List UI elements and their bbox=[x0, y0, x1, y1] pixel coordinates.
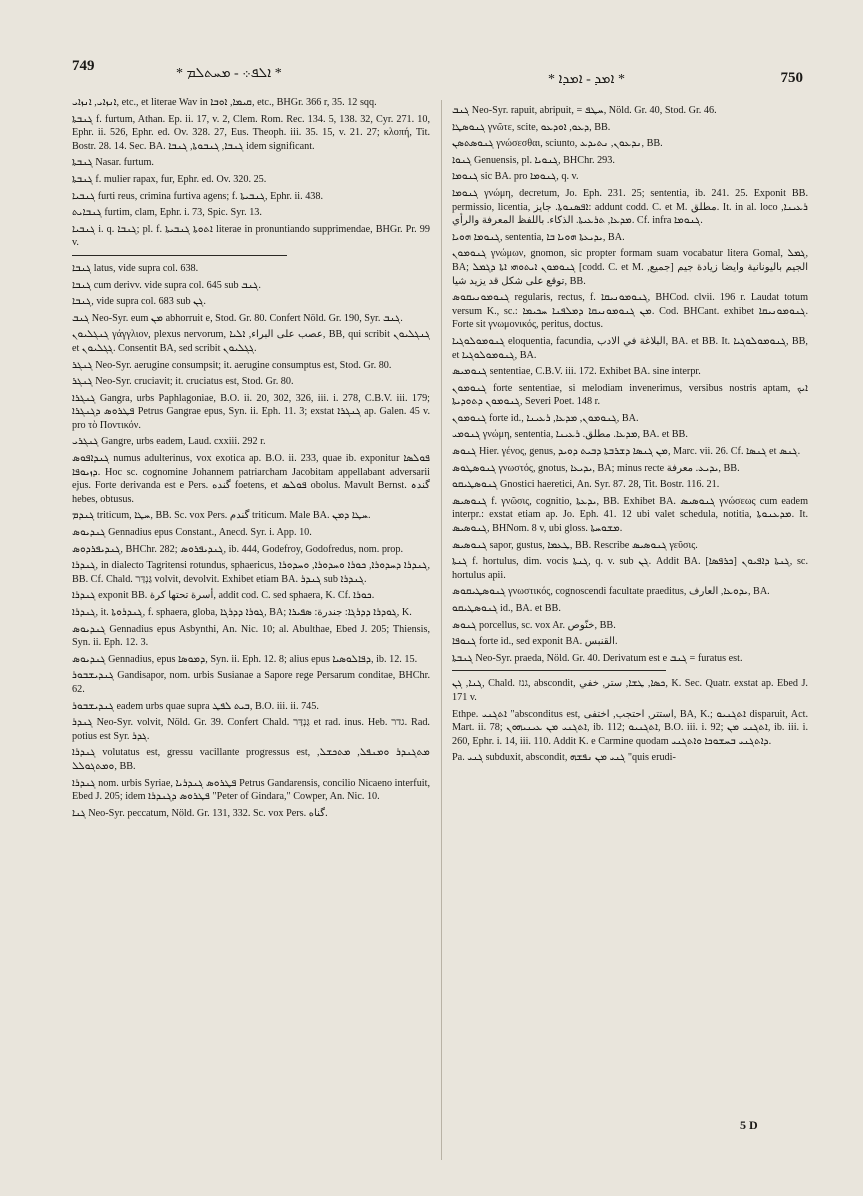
dictionary-entry: ܓܢܘܣܝܣ f. γνῶσις, cognitio, ܝܕܥܬܐ, BB. Exhibet BA. ܓܢܘܣܝܣ γνώσεως cum eadem interpr.: exstat etiam ap. Jo. Eph. 41. 12 ubi valet schedula, notitia, ܡܕܥܢܘܬܐ. It. ܓܢܘܣܝܣ, BHNom. 8 v, ubi gloss. ܡܫܘܚܬܐ. bbox=[452, 495, 808, 535]
dictionary-entry: ܐܢܙܐܝ, ܐܢܙܐܝ, etc., et literae Wav in ܩܝܡܐ, ܐܘܒܐ, etc., BHGr. 366 r, 35. 12 sqq. bbox=[72, 97, 377, 108]
dictionary-entry: ܓܢܕܡ triticum, ܚܛܐ, BB. Sc. vox Pers. گندم triticum. Male BA. ܚܛܐ ܕܡܢ. bbox=[72, 510, 371, 522]
dictionary-entry: ܓܢܕܝܘܣ Gennadius epus Asbynthi, An. Nic. 10; al. Abulthae, Ebed J. 205; Thiensis, Syn. ii. Eph. 12. 3. bbox=[72, 623, 430, 649]
dictionary-entry: ܓܢܓܪ Neo-Syr. aerugine consumpsit; it. aerugine consumptus est, Stod. Gr. 80. bbox=[72, 359, 392, 371]
dictionary-entry: ܓܢܘܡܘܢܝܩܘܣ regularis, rectus, f. ܓܢܘܡܘܢܝܩܐ, BHCod. clvii. 196 r. Laudat totum versum K., sc.: ܡܢ ܓܢܘܡܘܢܝܩܐ ܕܡܠܦܢܐ ܚܟܝܡܐ. Cod. BHCant. exhibet ܓܢܘܡܘܢܝܩܐ. Forte sit γνωμονικός, peritus, doctus. bbox=[452, 292, 808, 331]
dictionary-entry: ܓܢܘܡܝܣ sententiae, C.B.V. iii. 172. Exhibet BA. sine interpr. bbox=[452, 366, 701, 378]
dictionary-entry: ܓܢܘܣܛܐ γνῶτε, scite, ܕܥܘ, ܐܘܕܥܘ, BB. bbox=[452, 121, 611, 133]
dictionary-entry: ܓܢܘܡܐ ܗܘܝܐ, sententia, ܝܕܝܥܬܐ ܗܘܝܐ ܒܐ, BA. bbox=[452, 231, 625, 243]
dictionary-entry: ܓܢܘܡܘܢ forte sententiae, si melodiam invenerimus, versibus nostris aptam, ܐܝܟ ܓܢܘܡܘܢ ܕܬܘܕܝܬܐ, Severi Poet. 148 r. bbox=[452, 382, 808, 408]
dictionary-entry: ܓܢܘܣܛܝܩܘ Gnostici haeretici, An. Syr. 87. 28, Tit. Bostr. 116. 21. bbox=[452, 479, 720, 491]
dictionary-entry: ܓܢܕܪܐ, it. ܓܢܕܪܘܬܐ, f. sphaera, globa, ܓܘܪܐ ܕܕܪܓܐ, BA; ܓܘܕܪܐ ܕܕܪܓܐ: جندرة: ܣܦܝܪܐ, K. bbox=[72, 607, 412, 618]
dictionary-entry: ܓܢܒܬܐ f. mulier rapax, fur, Ephr. ed. Ov. 320. 25. bbox=[72, 173, 267, 185]
dictionary-entry: ܓܢܕܝܘܣ Gennadius, epus ܕܡܘܣܐ, Syn. ii. Eph. 12. 8; alius epus ܕܦܐܠܘܣܝܐ, ib. 12. 15. bbox=[72, 653, 418, 665]
dictionary-entry: ܓܢܒ Neo-Syr. rapuit, abripuit, = ܚܛܦ, Nöld. Gr. 40, Stod. Gr. 46. bbox=[452, 105, 717, 116]
dictionary-entry: ܓܢܘܦܐ forte id., sed exponit BA. القنبس. bbox=[452, 636, 618, 648]
dictionary-entry: ܓܢܒܬܐ Neo-Syr. praeda, Nöld. Gr. 40. Derivatum est e ܓܢܒ = furatus est. bbox=[452, 652, 743, 664]
left-column bbox=[72, 96, 430, 823]
dictionary-entry: ܓܢܒܐ latus, vide supra col. 638. bbox=[72, 262, 199, 274]
column-divider bbox=[441, 100, 442, 1160]
dictionary-entry: ܓܢܘܣ Hier. γένος, genus, ܡܢ ܓܢܣܐ ܕܫܪܒܬܐ ܕܒܝܬ ܕܘܝܕ, Marc. vii. 26. Cf. ܓܢܣܐ et ܓܢܣ. bbox=[452, 446, 801, 458]
signature-mark: 5 D bbox=[740, 1118, 758, 1132]
dictionary-entry: ܓܢܘܡܘܢ forte id., ܓܢܘܡܘܢ, ܡܕܥܐ, ܪܥܝܢܐ, BA. bbox=[452, 412, 639, 424]
section-divider bbox=[72, 255, 287, 256]
dictionary-entry: ܓܢܕܝܫܒܘܪ eadem urbs quae supra ܒܝܬ ܠܦܛ, B.O. iii. ii. 745. bbox=[72, 700, 319, 712]
dictionary-entry: ܓܢܘܡܐ sic BA. pro ܓܢܘܡܐ, q. v. bbox=[452, 171, 579, 183]
dictionary-entry: ܓܢܕܪܐ nom. urbis Syriae, ܦܛܪܘܣ ܓܢܕܪܝܐ Petrus Gandarensis, concilio Nicaeno interfuit, Ebed J. 205; idem ܦܛܪܘܣ ܕܓܢܕܪܐ "Peter of Gindara," Cowper, An. Nic. 10. bbox=[72, 777, 430, 803]
dictionary-entry: ܓܢܒܝܐ furti reus, crimina furtiva agens; f. ܓܢܒܝܬܐ, Ephr. ii. 438. bbox=[72, 190, 324, 202]
dictionary-entry: ܓܢܐ, ܓܢ, Chald. גנז, abscondit, ܟܣܐ, ܛܫܐ, ستر, خفي, K. Sec. Quatr. exstat ap. Ebed J. 171 v. bbox=[452, 678, 808, 703]
section-divider bbox=[452, 670, 666, 671]
dictionary-entry: ܓܢܕܪܐ, in dialecto Tagritensi rotundus, sphaericus, ܓܢܕܪܐ ܕܚܕܘܪܐ, ܟܘܪܐ ܘܚܕܘܪܐ, ܘܚܕܘܪܐ, BB. Cf. Chald. גַּנְדַּר volvit, devolvit. Exhibet etiam BA. ܓܢܕܪ sub ܓܢܕܪܐ. bbox=[72, 560, 430, 585]
dictionary-entry: ܓܢܕܪ Neo-Syr. volvit, Nöld. Gr. 39. Confert Chald. גַּנְדַּר et rad. inus. Heb. גדר. Rad. potius est Syr. ܓܕܪ. bbox=[72, 717, 430, 742]
dictionary-entry: ܓܢܕܝܦܪܕܘܣ, BHChr. 282; ܓܢܕܝܦܪܘܣ, ib. 444, Godefroy, Godofredus, nom. prop. bbox=[72, 543, 404, 555]
dictionary-entry: ܓܢܬܐ f. hortulus, dim. vocis ܓܢܬܐ, q. v. sub ܓܢ. Addit BA. ܓܢܬܐ ܕܐܦܝܘܢ [ܟܪܦܣܐ], sc. hortulus apii. bbox=[452, 556, 808, 581]
dictionary-entry: ܓܢܕܝܘܣ Gennadius epus Constant., Anecd. Syr. i. App. 10. bbox=[72, 527, 312, 539]
dictionary-entry: ܓܢܓܪܝ Gangre, urbs eadem, Laud. cxxiii. 292 r. bbox=[72, 436, 266, 448]
dictionary-entry: Pa. ܓܢܝ subduxit, abscondit, ܓܢܝ ܡܢ ܢܦܫܗ "quis erudi- bbox=[452, 752, 676, 764]
dictionary-entry: ܓܢܐ Neo-Syr. peccatum, Nöld. Gr. 131, 332. Sc. vox Pers. گناه. bbox=[72, 807, 328, 819]
right-page-number: 750 bbox=[780, 70, 803, 86]
dictionary-entry: ܓܢܘܣܛܝܩܘܣ γνωστικός, cognoscendi facultate praeditus, ܝܕܘܥܐ, العارف, BA. bbox=[452, 586, 770, 598]
dictionary-entry: ܓܢܕܪܐ volutatus est, gressu vacillante progressus est, ܡܬܓܢܕܪ ܘܡܢܦܠ, ܡܬܟܫܠ, ܘܡܬܓܘܠܠ, BB. bbox=[72, 747, 430, 772]
dictionary-entry: ܓܢܓܠܝܘܢ γάγγλιον, plexus nervorum, عصب على البراء, ܐܠܝܐ, BB, qui scribit ܓܢܓܠܝܘܢ et ܓܓܠܝܘܢ. Consentit BA, sed scribit ܓܓܠܝܘܢ. bbox=[72, 329, 430, 354]
dictionary-entry: Ethpe. ܐܬܓܢܝ "absconditus est, استتر, احتجب, اختفى, BA, K.; ܐܬܓܢܝܘ disparuit, Act. Mart. ii. 78; ܐܬܓܢܝ ܡܢ ܥܝܢܝܗܘܢ, ib. 112; ܐܬܓܢܝܘ, B.O. iii. i. 92; ܐܬܓܢܝ ܡܢ, ib. iii. i. 260, Ephr. i. 14, iii. 110. Addit K. e Carmine quodam ܕܐܬܓܢܝ ܒܚܫܘܟܐ ܘܐܬܓܢܝ. bbox=[452, 708, 809, 747]
left-page-number: 749 bbox=[72, 58, 95, 74]
dictionary-entry: ܓܢܒܬܐ f. furtum, Athan. Ep. ii. 17, v. 2, Clem. Rom. Rec. 134. 5, 138. 32, Cyr. 271. 10, Ephr. ii. 526, Ephr. ed. Ov. 328. 27, Eus. Theoph. iii. 35. 15, v. 21. 27; κλοπή, Tit. Bostr. 28. 14. Sec. BA. ܓܢܒܐ, ܓܢܒܘܬܐ, ܓܢܒܐ idem significant. bbox=[72, 113, 430, 152]
dictionary-entry: ܓܢܒܐ cum derivv. vide supra col. 645 sub ܓܢܒ. bbox=[72, 279, 261, 291]
dictionary-entry: ܓܢܓܪ Neo-Syr. cruciavit; it. cruciatus est, Stod. Gr. 80. bbox=[72, 376, 294, 388]
dictionary-entry: ܓܢܕܐܦܘܣ numus adulterinus, vox exotica ap. B.O. ii. 233, quae ib. exponitur ܦܘܠܣܐ ܕܙܝܘܦܐ. Hoc sc. cognomine Johannem patriarcham Jacobitam appellabant adversarii ejus. Forte derivanda est e Pers. گنده foetens, et ܦܘܠܣ obolus. Mavult Bernst. گندہ hebes, obtusus. bbox=[72, 453, 430, 505]
dictionary-entry: ܓܢܘܡܝ γνώμη, sententia, ܡܕܥܐ. مطلق. ܪܥܝܢܐ, BA. et BB. bbox=[452, 429, 688, 441]
right-running-head: * ܐܡܕ - ܐܡܕܐ * bbox=[548, 72, 625, 87]
dictionary-entry: ܓܢܘܣ porcellus, sc. vox Ar. خنّوص, BB. bbox=[452, 619, 616, 631]
left-running-head: * ܐܠܦ܀ - ܡܚܬܠܡ * bbox=[176, 66, 282, 81]
dictionary-entry: ܓܢܒܝܐ i. q. ܓܢܒܐ; pl. f. ܐܬܘܬܐ ܓܢܒܝܬܐ literae in pronuntiando supprimendae, BHGr. Pr. 99 v. bbox=[72, 223, 430, 249]
dictionary-entry: ܓܢܒܐ, vide supra col. 683 sub ܓܢ. bbox=[72, 296, 206, 308]
dictionary-entry: ܓܢܒܐܝܬ furtim, clam, Ephr. i. 73, Spic. Syr. 13. bbox=[72, 207, 262, 219]
dictionary-entry: ܓܢܘܡܘܠܘܓܝܐ eloquentia, facundia, البلاغة في الادب, BA. et BB. It. ܓܢܘܡܘܠܘܓܝܐ, BB, et ܓܢܘܡܘܠܘܓܝܐ, BA. bbox=[452, 335, 808, 361]
dictionary-entry: ܓܢܘܡܐ γνώμη, decretum, Jo. Eph. 231. 25; sententia, ib. 241. 25. Exponit BB. permissio, licentia, ܐܦܣܢܘܬܐ. جايز: addunt codd. C. et M. مطلق. It. in al. loco ܪܥܝܢܐ, ܡܕܥܐ, ܬܪܥܝܬܐ. الذكاء. باللفظ المعرفة والرأي. Cf. infra ܓܢܘܡܐ. bbox=[452, 187, 808, 227]
dictionary-entry: ܓܢܕܝܫܒܘܪ Gandisapor, nom. urbis Susianae a Sapore rege Persarum conditae, BHChr. 62. bbox=[72, 670, 430, 695]
dictionary-entry: ܓܢܓܪܐ Gangra, urbs Paphlagoniae, B.O. ii. 20, 302, 326, iii. i. 278, C.B.V. iii. 179; ܦܛܪܘܣ ܕܓܢܓܪܐ Petrus Gangrae epus, Syn. ii. Eph. 11. 3; exstat ܓܢܓܪܐ ap. Galen. 45 v. pro τὸ Ποντικόν. bbox=[72, 392, 430, 431]
dictionary-entry: ܓܢܘܣܝܣ sapor, gustus, ܛܥܡܐ, BB. Rescribe ܓܢܘܣܝܣ γεῦσις. bbox=[452, 539, 698, 551]
dictionary-entry: ܓܢܒܬܐ Nasar. furtum. bbox=[72, 157, 154, 169]
dictionary-entry: ܓܢܘܐ Genuensis, pl. ܓܢܘܝܐ, BHChr. 293. bbox=[452, 154, 615, 166]
right-column bbox=[452, 104, 808, 768]
dictionary-entry: ܓܢܘܣܛܝܩܘ id., BA. et BB. bbox=[452, 603, 561, 614]
dictionary-entry: ܓܢܘܣܬܣܢ γνώσεσθαι, sciunto, ܢܕܥܘܢ, ܢܬܝܕܥ, BB. bbox=[452, 138, 663, 150]
dictionary-entry: ܓܢܘܣܛܘܣ γνωστός, gnotus, ܝܕܝܥܐ, BA; minus recte ܝܕܝܥ. معرفة, BB. bbox=[452, 462, 740, 474]
dictionary-entry: ܓܢܘܡܘܢ γνώμων, gnomon, sic propter formam suam vocabatur litera Gomal, ܓܡܠ, BA; ܓܢܘܡܘܢ ܐܝܬܘܗܝ ܐܬܐ ܕܓܡܠ [codd. C. et M. الجيم باليونانية وايضا زيادة جيم [جميع, توقع على شكل قد يزيد شيا, BB. bbox=[452, 248, 809, 287]
dictionary-entry: ܓܢܒ Neo-Syr. eum ܡܢ abhorruit e, Stod. Gr. 80. Confert Nöld. Gr. 190, Syr. ܓܢܒ. bbox=[72, 312, 403, 324]
dictionary-entry: ܓܢܕܪܐ exponit BB. أسرة تحتها كرة, addit cod. C. sed sphaera, K. Cf. ܟܘܪܐ. bbox=[72, 590, 375, 602]
